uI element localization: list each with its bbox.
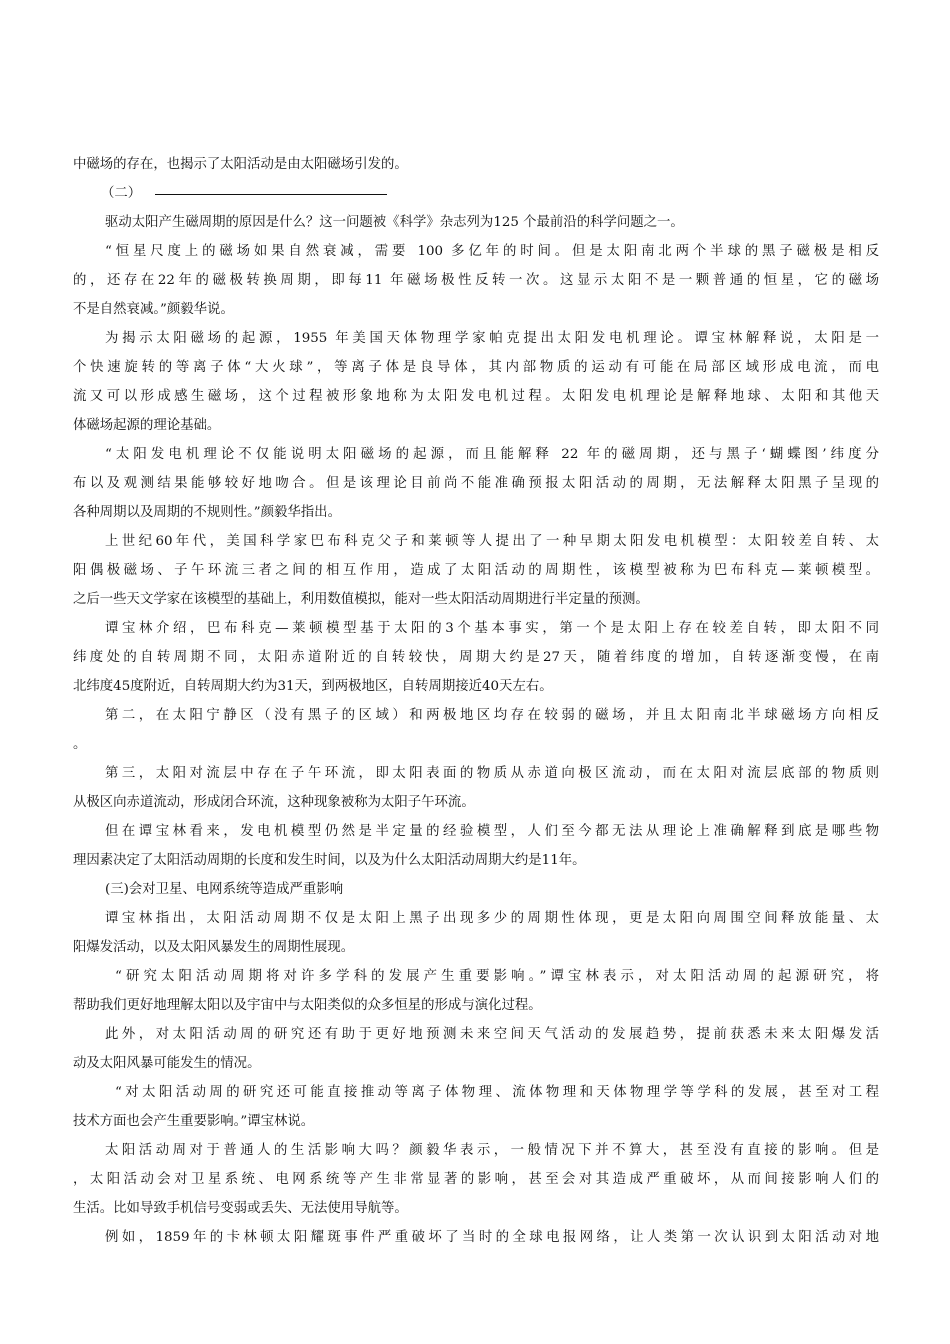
text-line: (三)会对卫星、电网系统等造成严重影响	[105, 882, 344, 897]
text-line: 第二，在太阳宁静区（没有黑子的区域）和两极地区均存在较弱的磁场，并且太阳南北半球磁场方向相反	[105, 708, 879, 723]
text-line: 太阳活动周对于普通人的生活影响大吗？颜毅华表示，一般情况下并不算大，甚至没有直接的影响。但是	[105, 1143, 879, 1158]
text-line: 理因素决定了太阳活动周期的长度和发生时间，以及为什么太阳活动周期大约是11年。	[73, 853, 586, 868]
text-line: 布以及观测结果能够较好地吻合。但是该理论目前尚不能准确预报太阳活动的周期，无法解释太阳黑子呈现的	[73, 476, 879, 491]
text-line: 。	[73, 737, 87, 752]
text-line: “太阳发电机理论不仅能说明太阳磁场的起源，而且能解释 22 年的磁周期，还与黑子‘蝴蝶图’纬度分	[105, 447, 879, 462]
text-line: 个快速旋转的等离子体“大火球”，等离子体是良导体，其内部物质的运动有可能在局部区域形成电流，而电	[73, 360, 879, 375]
text-line: 例如，1859年的卡林顿太阳耀斑事件严重破坏了当时的全球电报网络，让人类第一次认识到太阳活动对地	[105, 1230, 879, 1245]
text-line: 阳偶极磁场、子午环流三者之间的相互作用，造成了太阳活动的周期性，该模型被称为巴布科克—莱顿模型。	[73, 563, 879, 578]
text-line: 谭宝林指出，太阳活动周期不仅是太阳上黑子出现多少的周期性体现，更是太阳向周围空间释放能量、太	[105, 911, 879, 926]
text-line: “恒星尺度上的磁场如果自然衰减，需要 100 多亿年的时间。但是太阳南北两个半球的黑子磁极是相反	[105, 244, 879, 259]
text-line: 谭宝林介绍，巴布科克—莱顿模型基于太阳的3个基本事实，第一个是太阳上存在较差自转，即太阳不同	[105, 621, 879, 636]
text-line: 体磁场起源的理论基础。	[73, 418, 221, 433]
text-line: 从极区向赤道流动，形成闭合环流，这种现象被称为太阳子午环流。	[73, 795, 475, 810]
text-line: 各种周期以及周期的不规则性。”颜毅华指出。	[73, 505, 341, 520]
text-line: 此外，对太阳活动周的研究还有助于更好地预测未来空间天气活动的发展趋势，提前获悉未来太阳爆发活	[105, 1027, 879, 1042]
text-line: “对太阳活动周的研究还可能直接推动等离子体物理、流体物理和天体物理学等学科的发展，甚至对工程	[115, 1085, 879, 1100]
text-line: 流又可以形成感生磁场，这个过程被形象地称为太阳发电机过程。太阳发电机理论是解释地球、太阳和其他天	[73, 389, 879, 404]
fill-in-blank-line	[155, 193, 387, 195]
text-line: 上世纪60年代，美国科学家巴布科克父子和莱顿等人提出了一种早期太阳发电机模型：太阳较差自转、太	[105, 534, 879, 549]
text-line: “研究太阳活动周期将对许多学科的发展产生重要影响。”谭宝林表示，对太阳活动周的起源研究，将	[115, 969, 879, 984]
article-body	[73, 150, 879, 1252]
text-line: 中磁场的存在，也揭示了太阳活动是由太阳磁场引发的。	[73, 157, 408, 172]
text-line: 纬度处的自转周期不同，太阳赤道附近的自转较快，周期大约是27天，随着纬度的增加，自转逐渐变慢，在南	[73, 650, 879, 665]
section-heading-label: （二）	[101, 186, 142, 201]
text-line: 的，还存在22年的磁极转换周期，即每11 年磁场极性反转一次。这显示太阳不是一颗普通的恒星，它的磁场	[73, 273, 879, 288]
text-line: 技术方面也会产生重要影响。”谭宝林说。	[73, 1114, 315, 1129]
text-line: 阳爆发活动，以及太阳风暴发生的周期性展现。	[73, 940, 355, 955]
section-heading-blank	[73, 179, 879, 208]
text-line: 不是自然衰减。”颜毅华说。	[73, 302, 234, 317]
text-line: 动及太阳风暴可能发生的情况。	[73, 1056, 261, 1071]
text-line: 北纬度45度附近，自转周期大约为31天，到两极地区，自转周期接近40天左右。	[73, 679, 553, 694]
text-line: 为揭示太阳磁场的起源，1955 年美国天体物理学家帕克提出太阳发电机理论。谭宝林解释说，太阳是一	[105, 331, 879, 346]
text-line: 之后一些天文学家在该模型的基础上，利用数值模拟，能对一些太阳活动周期进行半定量的预测。	[73, 592, 649, 607]
text-line: 驱动太阳产生磁周期的原因是什么？这一问题被《科学》杂志列为125 个最前沿的科学问题之一。	[105, 215, 684, 230]
text-line: ，太阳活动会对卫星系统、电网系统等产生非常显著的影响，甚至会对其造成严重破坏，从而间接影响人们的	[73, 1172, 879, 1187]
text-line: 第三，太阳对流层中存在子午环流，即太阳表面的物质从赤道向极区流动，而在太阳对流层底部的物质则	[105, 766, 879, 781]
text-line: 但在谭宝林看来，发电机模型仍然是半定量的经验模型，人们至今都无法从理论上准确解释到底是哪些物	[105, 824, 879, 839]
text-line: 生活。比如导致手机信号变弱或丢失、无法使用导航等。	[73, 1201, 408, 1216]
text-line: 帮助我们更好地理解太阳以及宇宙中与太阳类似的众多恒星的形成与演化过程。	[73, 998, 542, 1013]
